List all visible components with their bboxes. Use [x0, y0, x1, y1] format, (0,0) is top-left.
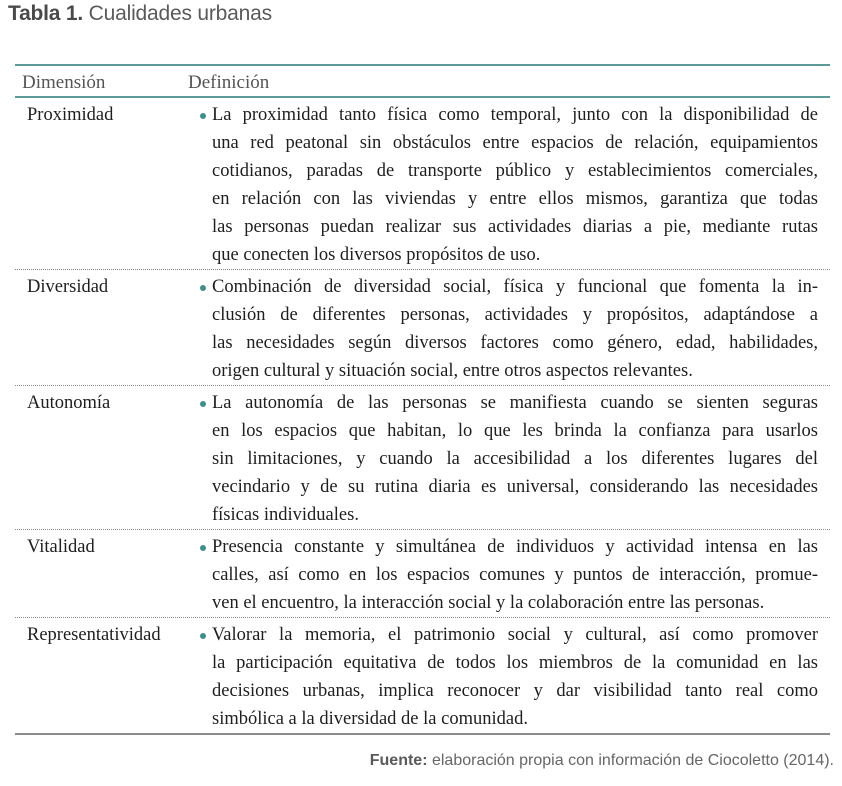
text-line: ven el encuentro, la interacción social y la colaboración entre las personas.	[212, 593, 765, 613]
bullet-icon	[188, 273, 212, 385]
definition-cell	[188, 389, 830, 529]
source-label: Fuente:	[369, 752, 428, 769]
table-number: Tabla 1.	[8, 2, 84, 25]
definition-text	[212, 389, 830, 529]
text-line: las personas puedan realizar sus actividades diarias a pie, mediante rutas	[212, 217, 818, 237]
text-line: decisiones urbanas, implica reconocer y dar visibilidad tanto real como	[212, 681, 818, 701]
text-line: clusión de diferentes personas, actividades y propósitos, adaptándose a	[212, 305, 818, 325]
definition-text	[212, 533, 830, 617]
table-row	[15, 530, 830, 618]
text-line: las necesidades según diversos factores como género, edad, habilidades,	[212, 333, 818, 353]
definition-cell	[188, 621, 830, 733]
text-line: La proximidad tanto física como temporal, junto con la disponibilidad de	[212, 105, 818, 125]
table-row	[15, 98, 830, 270]
dimension-cell: Proximidad	[27, 105, 114, 125]
dimension-cell: Diversidad	[27, 277, 109, 297]
definition-text	[212, 273, 830, 385]
urban-qualities-table	[15, 64, 830, 735]
definition-text	[212, 101, 830, 269]
table-header	[15, 66, 830, 98]
table-row	[15, 386, 830, 530]
text-line: simbólica a la diversidad de la comunidad.	[212, 709, 528, 729]
bullet-icon	[188, 101, 212, 269]
text-line: la participación equitativa de todos los miembros de la comunidad en las	[212, 653, 818, 673]
definition-cell	[188, 273, 830, 385]
header-definition: Definición	[188, 72, 270, 93]
text-line: que conecten los diversos propósitos de uso.	[212, 245, 541, 265]
dimension-cell: Vitalidad	[27, 537, 95, 557]
text-line: Valorar la memoria, el patrimonio social y cultural, así como promover	[212, 625, 818, 645]
table-row	[15, 618, 830, 735]
dimension-cell: Autonomía	[27, 393, 111, 413]
text-line: sin limitaciones, y cuando la accesibilidad a los diferentes lugares del	[212, 449, 818, 469]
text-line: una red peatonal sin obstáculos entre espacios de relación, equipamientos	[212, 133, 818, 153]
bullet-icon	[188, 389, 212, 529]
text-line: Presencia constante y simultánea de individuos y actividad intensa en las	[212, 537, 818, 557]
text-line: Combinación de diversidad social, física y funcional que fomenta la in-	[212, 277, 818, 297]
text-line: vecindario y de su rutina diaria es universal, considerando las necesidades	[212, 477, 818, 497]
text-line: en relación con las viviendas y entre ellos mismos, garantiza que todas	[212, 189, 818, 209]
definition-text	[212, 621, 830, 733]
definition-cell	[188, 101, 830, 269]
table-row	[15, 270, 830, 386]
definition-cell	[188, 533, 830, 617]
text-line: calles, así como en los espacios comunes y puntos de interacción, promue-	[212, 565, 818, 585]
bullet-icon	[188, 533, 212, 617]
table-title: Cualidades urbanas	[83, 2, 272, 25]
header-dimension: Dimensión	[22, 72, 106, 93]
text-line: en los espacios que habitan, lo que les brinda la confianza para usarlos	[212, 421, 818, 441]
table-caption	[8, 2, 272, 26]
source-text: elaboración propia con información de Ciocoletto (2014).	[427, 752, 834, 769]
dimension-cell: Representatividad	[27, 625, 161, 645]
text-line: La autonomía de las personas se manifiesta cuando se sienten seguras	[212, 393, 818, 413]
text-line: origen cultural y situación social, entre otros aspectos relevantes.	[212, 361, 693, 381]
text-line: cotidianos, paradas de transporte público y establecimientos comerciales,	[212, 161, 818, 181]
table-source-note	[370, 752, 834, 770]
bullet-icon	[188, 621, 212, 733]
text-line: físicas individuales.	[212, 505, 359, 525]
